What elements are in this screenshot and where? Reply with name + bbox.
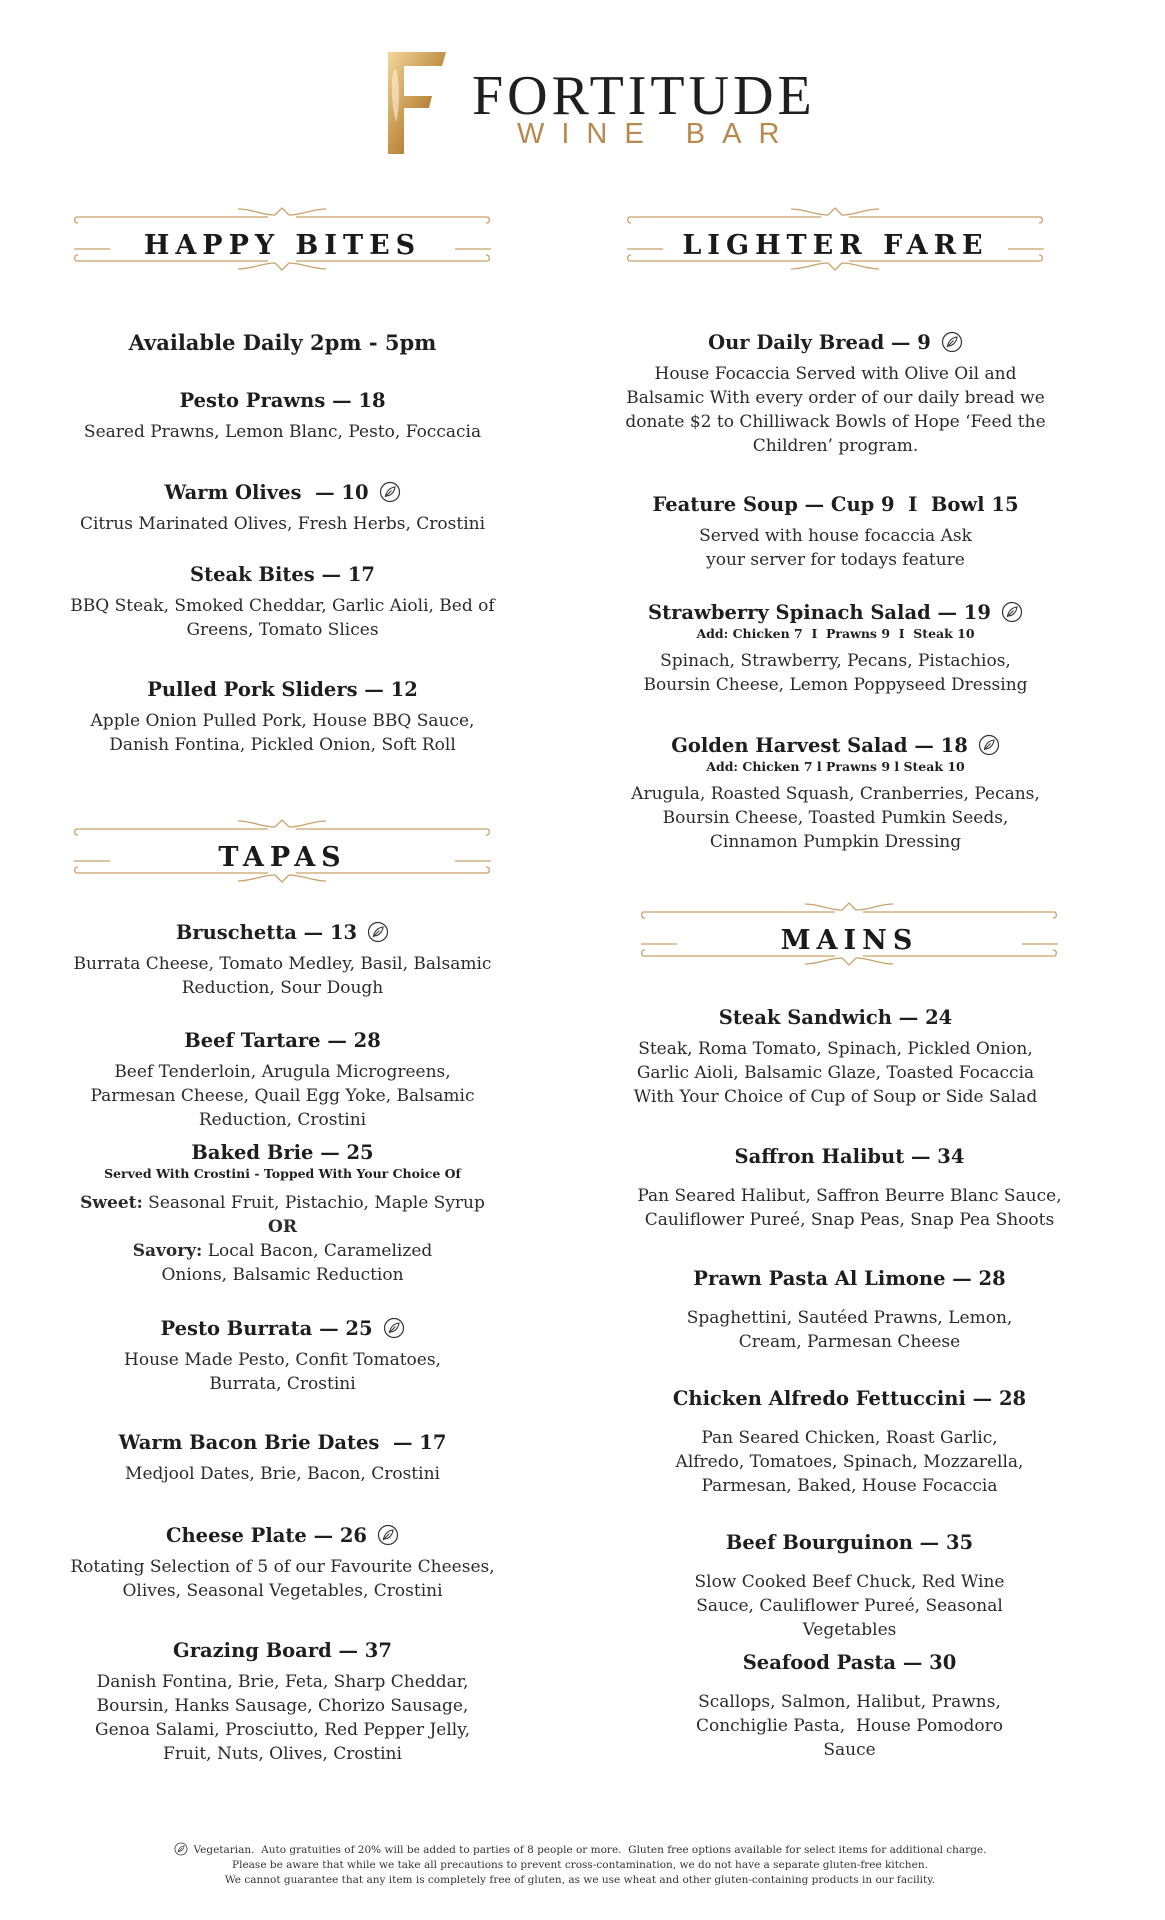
section-header-tapas [70,802,495,902]
menu-item-feature-soup: Feature Soup — Cup 9 I Bowl 15 Served with house focaccia Ask your server for todays feature [652,493,1019,570]
vegetarian-leaf-icon [377,1524,399,1546]
section-header-happy-bites [70,190,495,290]
footer-line-3: We cannot guarantee that any item is completely free of gluten, as we use wheat and other gluten-containing products in our facility. [224,1874,936,1886]
menu-item-warm-olives: Warm Olives — 10 Citrus Marinated Olives, Fresh Herbs, Crostini [79,481,486,534]
logo-mark-icon [380,50,450,158]
menu-item-pesto-prawns: Pesto Prawns — 18 Seared Prawns, Lemon Blanc, Pesto, Foccacia [83,389,482,442]
footer-line-2: Please be aware that while we take all precautions to prevent cross-contamination, we do not have a separate gluten-free kitchen. [232,1859,928,1871]
menu-item-cheese-plate: Cheese Plate — 26 Rotating Selection of 5 of our Favourite Cheeses, Olives, Seasonal Vegetables, Crostini [70,1524,495,1601]
vegetarian-leaf-icon [941,331,963,353]
footer-notes [130,1842,1030,1888]
section-title: MAINS [780,925,919,956]
vegetarian-leaf-icon [1001,601,1023,623]
menu-item-steak-sandwich: Steak Sandwich — 24 Steak, Roma Tomato, Spinach, Pickled Onion, Garlic Aioli, Balsamic Glaze, Toasted Focaccia With Your Choice of Cup of Soup or Side Salad [633,1006,1038,1107]
menu-item-beef-tartare: Beef Tartare — 28 Beef Tenderloin, Arugula Microgreens, Parmesan Cheese, Quail Egg Yoke, Balsamic Reduction, Crostini [90,1029,475,1130]
menu-item-chicken-alfredo: Chicken Alfredo Fettuccini — 28 Pan Seared Chicken, Roast Garlic, Alfredo, Tomatoes, Spinach, Mozzarella, Parmesan, Baked, House Focaccia [672,1387,1027,1496]
section-title: TAPAS [218,842,347,873]
section-header-lighter-fare [623,190,1048,290]
menu-item-seafood-pasta: Seafood Pasta — 30 Scallops, Salmon, Halibut, Prawns, Conchiglie Pasta, House Pomodoro Sauce [695,1651,1004,1760]
menu-item-grazing-board: Grazing Board — 37 Danish Fontina, Brie, Feta, Sharp Cheddar, Boursin, Hanks Sausage, Chorizo Sausage, Genoa Salami, Prosciutto, Red Pepper Jelly, Fruit, Nuts, Olives, Crostini [95,1639,470,1764]
vegetarian-leaf-icon [379,481,401,503]
brand-logo [0,50,1165,170]
menu-item-golden-harvest-salad: Golden Harvest Salad — 18 Add: Chicken 7 l Prawns 9 l Steak 10 Arugula, Roasted Squash, Cranberries, Pecans, Boursin Cheese, Toasted Pumkin Seeds, Cinnamon Pumpkin Dressing [631,734,1040,852]
menu-item-pesto-burrata: Pesto Burrata — 25 House Made Pesto, Confit Tomatoes, Burrata, Crostini [124,1317,441,1394]
vegetarian-leaf-icon [174,1842,188,1856]
menu-item-prawn-pasta: Prawn Pasta Al Limone — 28 Spaghettini, Sautéed Prawns, Lemon, Cream, Parmesan Cheese [686,1267,1013,1352]
footer-line-1: Vegetarian. Auto gratuities of 20% will be added to parties of 8 people or more. Gluten free options available for select items for additional charge. [193,1844,987,1856]
vegetarian-leaf-icon [978,734,1000,756]
menu-item-strawberry-spinach-salad: Strawberry Spinach Salad — 19 Add: Chicken 7 I Prawns 9 I Steak 10 Spinach, Strawberry, Pecans, Pistachios, Boursin Cheese, Lemon Poppyseed Dressing [643,601,1028,695]
vegetarian-leaf-icon [383,1317,405,1339]
section-title: HAPPY BITES [143,230,422,261]
section-title: LIGHTER FARE [682,230,989,261]
menu-item-warm-bacon-brie-dates: Warm Bacon Brie Dates — 17 Medjool Dates, Brie, Bacon, Crostini [118,1431,447,1484]
menu-item-pulled-pork-sliders: Pulled Pork Sliders — 12 Apple Onion Pulled Pork, House BBQ Sauce, Danish Fontina, Pickled Onion, Soft Roll [90,678,475,755]
vegetarian-leaf-icon [367,921,389,943]
menu-item-baked-brie: Baked Brie — 25 Served With Crostini - Topped With Your Choice Of Sweet: Seasonal Fruit, Pistachio, Maple Syrup OR Savory: Local Bacon, Caramelized Onions, Balsamic Reduction [80,1141,485,1285]
brand-subtitle: WINE BAR [517,118,797,150]
menu-item-beef-bourguinon: Beef Bourguinon — 35 Slow Cooked Beef Chuck, Red Wine Sauce, Cauliflower Pureé, Seasonal Vegetables [694,1531,1005,1640]
right-column [623,190,1062,1810]
brand-title: FORTITUDE [472,65,816,127]
section-header-mains [637,885,1062,985]
menu-item-bruschetta: Bruschetta — 13 Burrata Cheese, Tomato Medley, Basil, Balsamic Reduction, Sour Dough [73,921,492,998]
menu-item-saffron-halibut: Saffron Halibut — 34 Pan Seared Halibut, Saffron Beurre Blanc Sauce, Cauliflower Pureé, Snap Peas, Snap Pea Shoots [637,1145,1062,1230]
menu-item-steak-bites: Steak Bites — 17 BBQ Steak, Smoked Cheddar, Garlic Aioli, Bed of Greens, Tomato Slices [70,563,495,640]
menu-item-daily-bread: Our Daily Bread — 9 House Focaccia Served with Olive Oil and Balsamic With every order of our daily bread we donate $2 to Chilliwack Bowls of Hope ‘Feed the Children’ program. [625,331,1046,456]
availability: Available Daily 2pm - 5pm [128,330,437,355]
left-column [70,190,495,1810]
